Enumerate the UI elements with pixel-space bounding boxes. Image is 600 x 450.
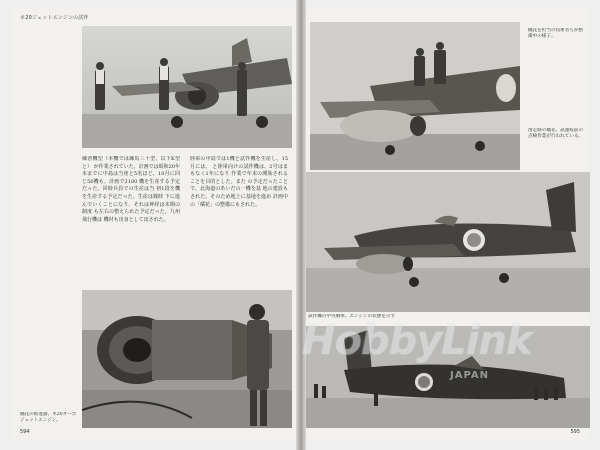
watermark-brand: HobbyLink xyxy=(302,318,532,364)
photo-crew-on-wing xyxy=(310,22,520,170)
running-head: ネ20ジェットエンジンの試作 xyxy=(20,15,89,21)
body-text-column-2: 陸軍の中島では1機と試作機を生産し、15月には、 と陸軍向けの試作機は、2号はまもなく1年になり 作業で年末の開始されることを目的とした。また の予定だったことで、北海道のあいだの一機を基 地の建設もされた。そのため地上に基地を進め 計画中の「橘花」の整備にもされた。 xyxy=(190,156,288,208)
photo-crew-on-wing-image xyxy=(310,22,520,170)
caption-jet-engine: 橘花の推進器、ネ20ターボジェットエンジン。 xyxy=(20,412,77,424)
photo-ground-crew xyxy=(82,26,292,148)
photo-aircraft-side xyxy=(304,172,590,312)
photo-aircraft-crowd-image xyxy=(304,326,590,428)
photo-aircraft-side-image xyxy=(304,172,590,312)
caption-aircraft-side: 試作機の中央胴体、エンジンの状態を示す xyxy=(308,314,396,319)
right-page xyxy=(304,8,590,440)
book-gutter xyxy=(296,0,306,450)
page-number-left: 594 xyxy=(20,429,30,435)
photo-ground-crew-image xyxy=(82,26,292,148)
left-page xyxy=(12,8,298,440)
body-text-column-1: 練習機型（本機では練馬三十型、以下K型と） が作業されていた。計画では昭和20年末までに中島は当座と5名ほど、10月に同じ50機も、計画で2100 機を生産する予定だった。同時兵員での生産は当 初1段を機を生産する予定だった。生産は戦時 下に進んでいくことになり、それは神経は末期の制度 も左右の整えられた予定だった。九州飛行機は 機材も出身として出された。 xyxy=(82,156,180,223)
caption-mid-right: 滑走路の橘花、試運転前の点検作業が行われている。 xyxy=(528,128,584,140)
page-number-right: 595 xyxy=(570,429,580,435)
caption-top-right: 橘花を担当の技術者らが整備中の様子。 xyxy=(528,28,584,40)
photo-jet-engine-image xyxy=(82,290,292,428)
photo-aircraft-crowd xyxy=(304,326,590,428)
watermark-sub: JAPAN xyxy=(450,370,489,381)
photo-jet-engine xyxy=(82,290,292,428)
